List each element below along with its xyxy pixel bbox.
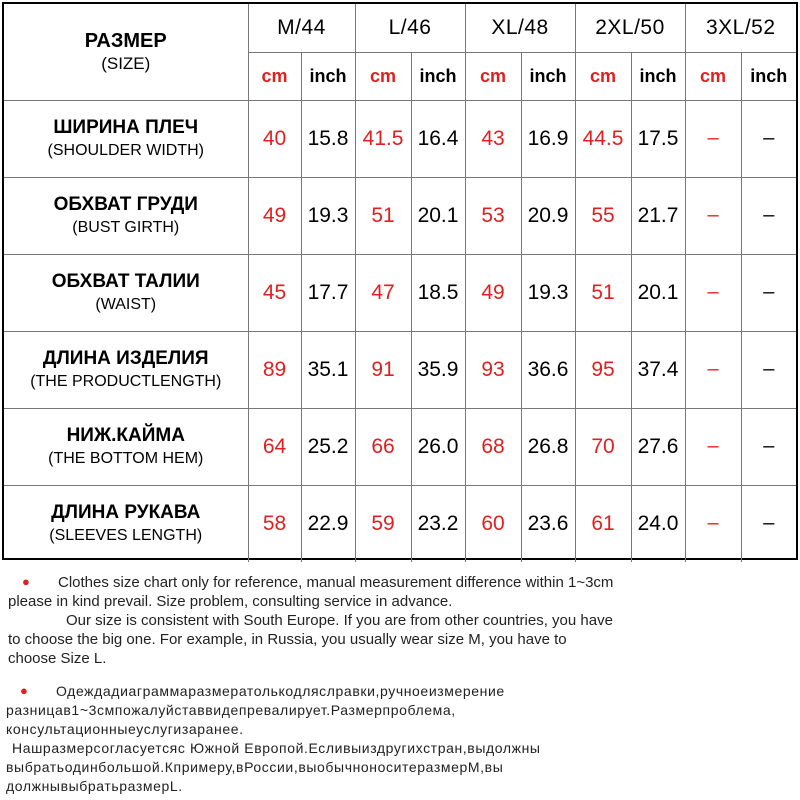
notes-english <box>0 572 800 668</box>
bullet-icon: ● <box>22 574 30 589</box>
value-cm: 41.5 <box>355 100 411 177</box>
value-cm: 61 <box>575 485 631 562</box>
size-table <box>4 4 796 562</box>
value-cm: 68 <box>465 408 521 485</box>
unit-cm: cm <box>355 52 411 100</box>
value-cm: 45 <box>248 254 301 331</box>
value-cm: 66 <box>355 408 411 485</box>
value-cm: 95 <box>575 331 631 408</box>
size-title-ru: РАЗМЕР <box>84 29 167 52</box>
row-label-ru: ДЛИНА ИЗДЕЛИЯ <box>42 347 209 369</box>
row-label-product-length <box>4 331 248 408</box>
row-label-bust-girth <box>4 177 248 254</box>
size-xl48: XL/48 <box>465 4 575 52</box>
note-line: please in kind prevail. Size problem, consulting service in advance. <box>8 593 453 610</box>
row-label-en: (WAIST) <box>95 295 157 313</box>
value-cm-empty: – <box>685 408 741 485</box>
value-inch-empty: – <box>741 408 796 485</box>
value-inch: 26.8 <box>521 408 575 485</box>
value-inch: 36.6 <box>521 331 575 408</box>
value-cm-empty: – <box>685 177 741 254</box>
value-inch: 17.5 <box>631 100 685 177</box>
note-text: Нашразмерсогласуетсяс Южной Европой.Есливыиздругихстран,выдолжны <box>12 740 541 756</box>
unit-cm: cm <box>575 52 631 100</box>
value-cm: 51 <box>575 254 631 331</box>
value-inch: 16.9 <box>521 100 575 177</box>
value-cm-empty: – <box>685 254 741 331</box>
value-cm: 44.5 <box>575 100 631 177</box>
note-line <box>0 739 800 758</box>
table-row <box>4 485 796 562</box>
value-cm-empty: – <box>685 485 741 562</box>
row-label-waist <box>4 254 248 331</box>
unit-inch: inch <box>411 52 465 100</box>
value-inch: 24.0 <box>631 485 685 562</box>
note-text: Our size is consistent with South Europe. If you are from other countries, you have <box>66 612 613 629</box>
size-2xl50: 2XL/50 <box>575 4 685 52</box>
value-inch: 19.3 <box>301 177 355 254</box>
row-label-ru: НИЖ.КАЙМА <box>66 424 185 446</box>
value-cm: 43 <box>465 100 521 177</box>
value-inch: 20.1 <box>411 177 465 254</box>
notes-russian <box>0 681 800 796</box>
value-cm: 91 <box>355 331 411 408</box>
value-cm: 53 <box>465 177 521 254</box>
table-row <box>4 254 796 331</box>
value-inch-empty: – <box>741 177 796 254</box>
value-cm: 89 <box>248 331 301 408</box>
value-cm: 59 <box>355 485 411 562</box>
value-inch-empty: – <box>741 100 796 177</box>
size-title-en: (SIZE) <box>101 53 151 73</box>
note-line: разницав1~3смпожалуйставвидепревалирует.Размерпроблема, <box>6 702 456 718</box>
size-chart <box>2 2 798 560</box>
bullet-icon: ● <box>20 683 29 698</box>
value-cm: 64 <box>248 408 301 485</box>
size-m44: M/44 <box>248 4 355 52</box>
size-header-cell <box>4 4 248 100</box>
row-label-en: (SHOULDER WIDTH) <box>47 141 204 159</box>
value-inch: 23.6 <box>521 485 575 562</box>
unit-inch: inch <box>301 52 355 100</box>
value-inch-empty: – <box>741 485 796 562</box>
value-inch: 27.6 <box>631 408 685 485</box>
value-inch: 20.1 <box>631 254 685 331</box>
value-inch: 17.7 <box>301 254 355 331</box>
note-line: to choose the big one. For example, in Russia, you usually wear size M, you have to <box>8 631 567 648</box>
size-3xl52: 3XL/52 <box>685 4 796 52</box>
row-label-ru: ОБХВАТ ГРУДИ <box>53 193 198 215</box>
note-line: должнывыбратьразмерL. <box>6 778 183 794</box>
row-label-en: (THE PRODUCTLENGTH) <box>30 372 222 390</box>
size-header-row <box>4 4 796 52</box>
notes <box>0 572 800 796</box>
value-inch-empty: – <box>741 331 796 408</box>
unit-inch: inch <box>521 52 575 100</box>
row-label-bottom-hem <box>4 408 248 485</box>
unit-cm: cm <box>248 52 301 100</box>
value-inch: 20.9 <box>521 177 575 254</box>
table-row <box>4 100 796 177</box>
note-line <box>0 611 800 630</box>
value-cm: 47 <box>355 254 411 331</box>
value-cm: 60 <box>465 485 521 562</box>
note-line: выбратьодинбольшой.Кпримеру,вРоссии,выобычноноситеразмерМ,вы <box>6 759 504 775</box>
value-cm: 51 <box>355 177 411 254</box>
table-row <box>4 177 796 254</box>
note-line <box>0 572 800 592</box>
table-row <box>4 331 796 408</box>
value-cm-empty: – <box>685 100 741 177</box>
row-label-ru: ДЛИНА РУКАВА <box>51 501 201 523</box>
note-line: choose Size L. <box>8 650 107 667</box>
value-cm: 49 <box>465 254 521 331</box>
value-inch: 37.4 <box>631 331 685 408</box>
row-label-sleeves-length <box>4 485 248 562</box>
unit-inch: inch <box>741 52 796 100</box>
unit-cm: cm <box>685 52 741 100</box>
value-inch: 23.2 <box>411 485 465 562</box>
value-cm: 70 <box>575 408 631 485</box>
value-cm-empty: – <box>685 331 741 408</box>
value-cm: 55 <box>575 177 631 254</box>
row-label-en: (SLEEVES LENGTH) <box>49 526 203 544</box>
table-row <box>4 408 796 485</box>
note-line: консультационныеуслугизаранее. <box>6 721 244 737</box>
value-inch: 19.3 <box>521 254 575 331</box>
value-cm: 49 <box>248 177 301 254</box>
row-label-shoulder-width <box>4 100 248 177</box>
value-inch: 18.5 <box>411 254 465 331</box>
unit-cm: cm <box>465 52 521 100</box>
row-label-en: (BUST GIRTH) <box>72 218 180 236</box>
value-inch: 35.9 <box>411 331 465 408</box>
value-inch: 25.2 <box>301 408 355 485</box>
value-inch: 35.1 <box>301 331 355 408</box>
note-line <box>0 681 800 701</box>
value-cm: 93 <box>465 331 521 408</box>
note-text: Одеждадиаграммаразмератолькодляслравки,ручноеизмерение <box>56 683 505 699</box>
size-l46: L/46 <box>355 4 465 52</box>
row-label-ru: ШИРИНА ПЛЕЧ <box>53 116 199 138</box>
value-inch: 15.8 <box>301 100 355 177</box>
unit-inch: inch <box>631 52 685 100</box>
row-label-ru: ОБХВАТ ТАЛИИ <box>51 270 200 292</box>
value-inch: 16.4 <box>411 100 465 177</box>
value-cm: 58 <box>248 485 301 562</box>
value-inch-empty: – <box>741 254 796 331</box>
value-cm: 40 <box>248 100 301 177</box>
value-inch: 21.7 <box>631 177 685 254</box>
value-inch: 22.9 <box>301 485 355 562</box>
note-text: Clothes size chart only for reference, manual measurement difference within 1~3cm <box>58 574 614 591</box>
value-inch: 26.0 <box>411 408 465 485</box>
row-label-en: (THE BOTTOM HEM) <box>48 449 204 467</box>
